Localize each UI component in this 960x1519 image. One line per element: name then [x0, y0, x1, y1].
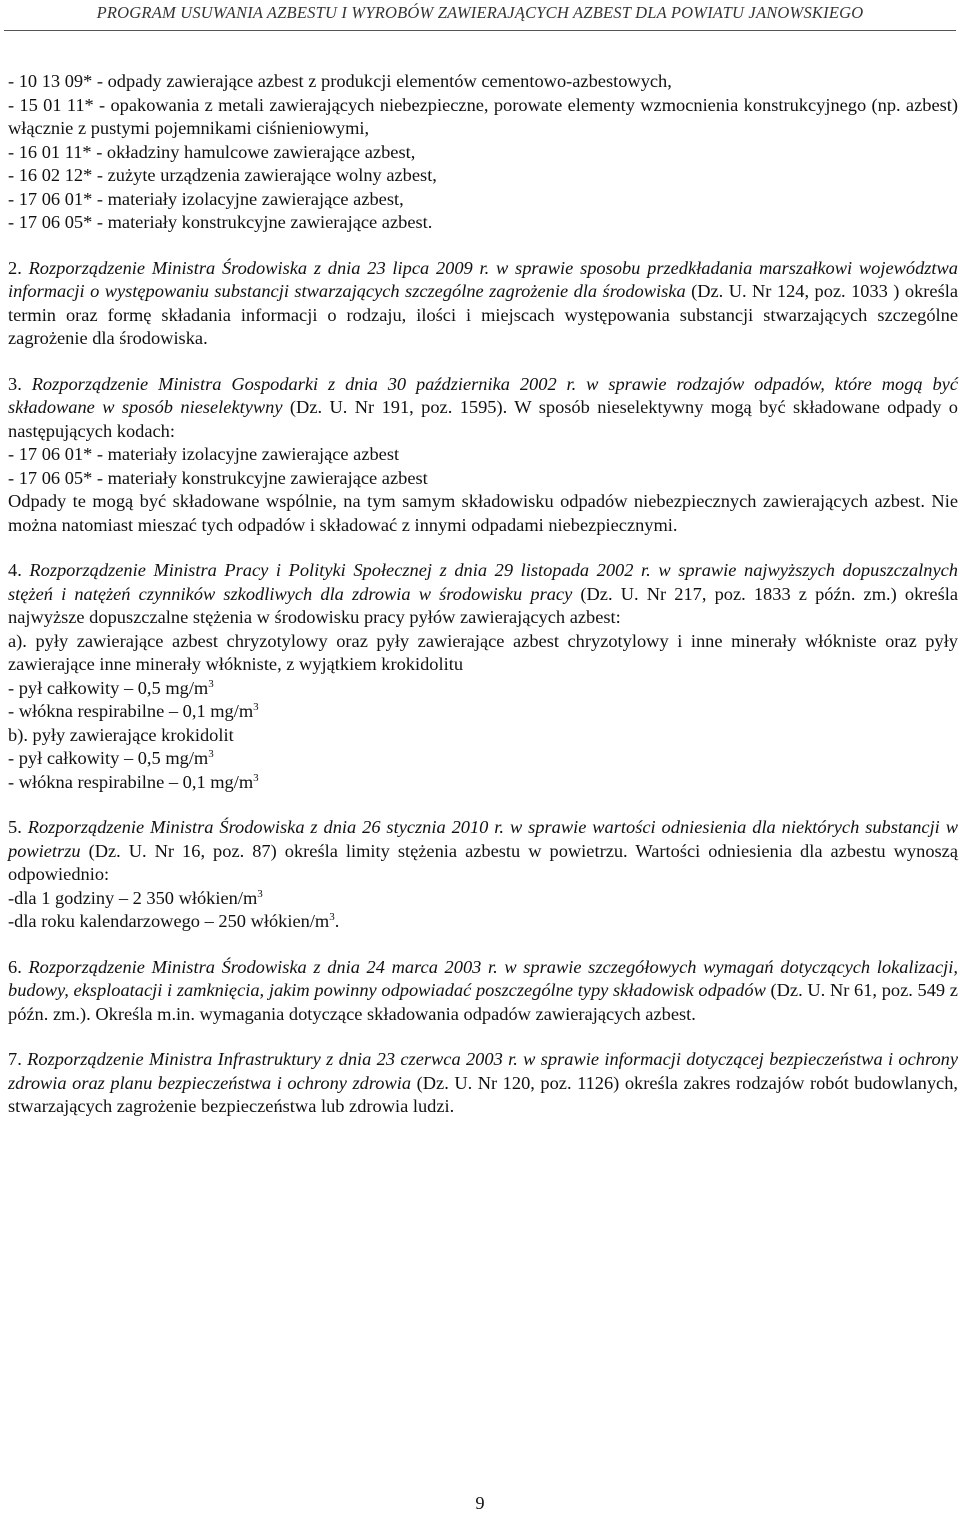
limit-line: - włókna respirabilne – 0,1 $mg/m^3$: [8, 771, 259, 792]
waste-code-list: [8, 70, 958, 235]
regulation-title: Rozporządzenie Ministra Pracy i Polityki Społecznej z dnia 29 listopada 2002 r.: [29, 560, 651, 580]
regulation-number: 2.: [8, 257, 22, 278]
regulation-subject: w sprawie sposobu przedkładania marszałkowi województwa informacji o występowaniu substancji stwarzających szczególne zagrożenie dla środowiska: [8, 257, 958, 301]
regulation-number: 5.: [8, 817, 22, 837]
regulation-subject: w sprawie wartości odniesienia dla niektórych substancji w powietrzu: [8, 817, 958, 861]
regulation-subject: w sprawie szczegółowych wymagań dotyczących lokalizacji, budowy, eksploatacji i zamknięcia, jakim powinny odpowiadać poszczególne typy składowisk odpadów: [8, 956, 958, 1000]
regulation-4: [8, 559, 958, 794]
dust-group-a: a). pyły zawierające azbest chryzotylowy oraz pyły zawierające azbest chryzotylowy i inne minerały włókniste oraz pyły zawierające inne minerały włókniste, z wyjątkiem krokidolitu: [8, 630, 958, 674]
regulation-number: 3.: [8, 373, 22, 394]
page-body: [8, 70, 958, 1119]
regulation-body: określa termin oraz formę składania informacji o rodzaju, ilości i miejscach występowania substancji stwarzających szczególne zagrożenie dla środowiska.: [8, 281, 958, 348]
unit-exponent: 3: [329, 911, 335, 923]
running-header: PROGRAM USUWANIA AZBESTU I WYROBÓW ZAWIERAJĄCYCH AZBEST DLA POWIATU JANOWSKIEGO: [96, 3, 864, 22]
regulation-title: Rozporządzenie Ministra Infrastruktury z dnia 23 czerwca 2003 r.: [27, 1049, 518, 1069]
waste-code: - 17 06 01* - materiały izolacyjne zawierające azbest: [8, 444, 400, 464]
reference-value: -dla 1 godziny – 2 350 włókien/$m^3$: [8, 887, 263, 908]
limit-line: - pył całkowity – 0,5 $mg/m^3$: [8, 748, 214, 768]
regulation-subject: w sprawie najwyższych dopuszczalnych stężeń i natężeń czynników szkodliwych dla zdrowia w środowisku pracy: [8, 560, 958, 604]
dust-group-b: b). pyły zawierające krokidolit: [8, 724, 234, 745]
unit-exponent: 3: [253, 701, 259, 713]
regulation-body: Określa m.in. wymagania dotyczące składowania odpadów zawierających azbest.: [95, 1003, 696, 1024]
regulation-title: Rozporządzenie Ministra Środowiska z dnia 24 marca 2003 r.: [28, 956, 498, 977]
regulation-6: [8, 956, 958, 1027]
list-item: - 15 01 11* - opakowania z metali zawierających niebezpieczne, porowate elementy wzmocnienia konstrukcyjnego (np. azbest) włącznie z pustymi pojemnikami ciśnieniowymi,: [8, 94, 958, 138]
regulation-note: Odpady te mogą być składowane wspólnie, na tym samym składowisku odpadów niebezpiecznych zawierających azbest. Nie można natomiast mieszać tych odpadów i składować z innymi odpadami niebezpiecznymi.: [8, 491, 958, 535]
list-item: - 17 06 01* - materiały izolacyjne zawierające azbest,: [8, 188, 404, 209]
regulation-citation: (Dz. U. Nr 191, poz. 1595).: [289, 397, 508, 417]
header-rule: [4, 30, 956, 31]
reference-value: -dla roku kalendarzowego – 250 włókien/$m^3$.: [8, 911, 340, 931]
regulation-number: 4.: [8, 560, 22, 580]
regulation-body: określa najwyższe dopuszczalne stężenia w środowisku pracy pyłów zawierających azbest:: [8, 583, 958, 627]
unit-exponent: 3: [208, 748, 214, 760]
regulation-body: określa limity stężenia azbestu w powietrzu. Wartości odniesienia dla azbestu wynoszą odpowiednio:: [8, 840, 958, 884]
regulation-title: Rozporządzenie Ministra Środowiska z dnia 26 stycznia 2010 r.: [27, 817, 505, 837]
regulation-citation: (Dz. U. Nr 61, poz. 549 z późn. zm.).: [8, 980, 958, 1024]
regulation-3: [8, 373, 958, 538]
unit-exponent: 3: [253, 771, 259, 784]
regulation-title: Rozporządzenie Ministra Środowiska z dnia 23 lipca 2009 r.: [28, 257, 490, 278]
regulation-2: [8, 257, 958, 351]
regulation-citation: (Dz. U. Nr 124, poz. 1033 ): [691, 281, 900, 301]
regulation-subject: w sprawie informacji dotyczącej bezpieczeństwa i ochrony zdrowia oraz planu bezpieczeństwa i ochrony zdrowia: [8, 1049, 958, 1093]
page-number: 9: [475, 1493, 485, 1513]
regulation-subject: w sprawie rodzajów odpadów, które mogą być składowane w sposób nieselektywny: [8, 373, 958, 417]
regulation-7: [8, 1048, 958, 1119]
unit-exponent: 3: [208, 677, 214, 690]
unit-exponent: 3: [257, 887, 263, 900]
regulation-intro: W sposób nieselektywny mogą być składowane odpady o następujących kodach:: [8, 397, 959, 441]
list-item: - 16 02 12* - zużyte urządzenia zawierające wolny azbest,: [8, 165, 437, 185]
regulation-number: 6.: [8, 956, 22, 977]
waste-code: - 17 06 05* - materiały konstrukcyjne zawierające azbest: [8, 467, 428, 488]
list-item: - 16 01 11* - okładziny hamulcowe zawierające azbest,: [8, 141, 416, 162]
limit-line: - włókna respirabilne – 0,1 $mg/m^3$: [8, 701, 259, 721]
regulation-5: [8, 816, 958, 934]
regulation-body: określa zakres rodzajów robót budowlanych, stwarzających zagrożenie bezpieczeństwa lub zdrowia ludzi.: [8, 1072, 958, 1116]
regulation-citation: (Dz. U. Nr 217, poz. 1833 z późn. zm.): [580, 583, 897, 604]
limit-line: - pył całkowity – 0,5 $mg/m^3$: [8, 677, 214, 698]
regulation-number: 7.: [8, 1049, 22, 1069]
regulation-citation: (Dz. U. Nr 16, poz. 87): [88, 840, 277, 861]
list-item: - 10 13 09* - odpady zawierające azbest z produkcji elementów cementowo-azbestowych,: [8, 71, 672, 91]
regulation-citation: (Dz. U. Nr 120, poz. 1126): [416, 1072, 620, 1093]
list-item: - 17 06 05* - materiały konstrukcyjne zawierające azbest.: [8, 212, 433, 232]
regulation-title: Rozporządzenie Ministra Gospodarki z dnia 30 października 2002 r.: [31, 373, 577, 394]
